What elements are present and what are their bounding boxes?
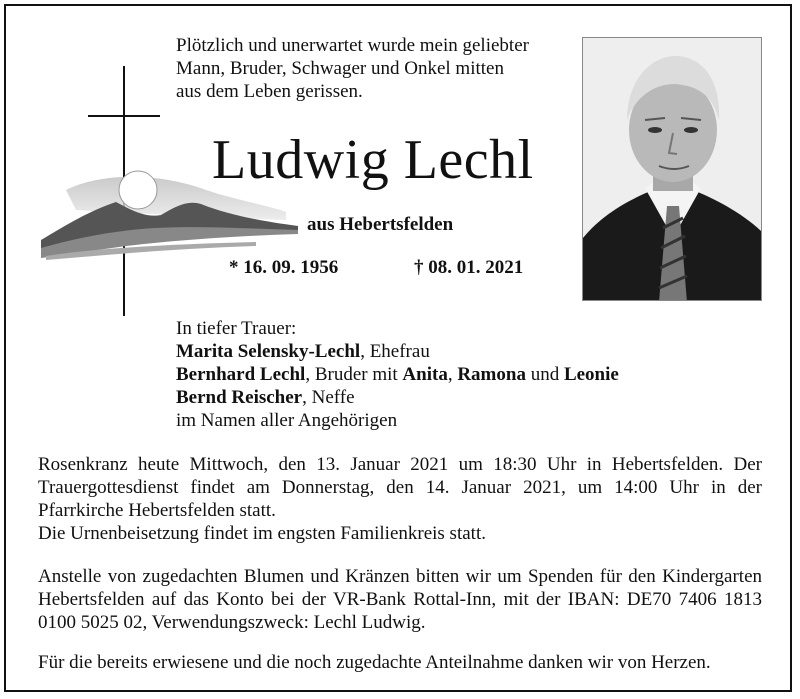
intro-line-3: aus dem Leben gerissen.: [176, 81, 363, 102]
portrait-icon: [583, 38, 762, 301]
mourner-2-sep2: und: [525, 364, 564, 385]
birth-date: * 16. 09. 1956: [229, 257, 339, 278]
deceased-origin: aus Hebertsfelden: [307, 214, 454, 235]
mourner-1-name: Marita Selensky-Lechl: [176, 341, 361, 362]
mourner-2-b: Ramona: [457, 364, 526, 385]
service-info: [38, 453, 762, 545]
mourner-1-relation: , Ehefrau: [360, 341, 430, 362]
mourner-1: [176, 340, 619, 363]
mourner-2-name: Bernhard Lechl: [176, 364, 306, 385]
urn-paragraph: Die Urnenbeisetzung findet im engsten Familienkreis statt.: [38, 523, 486, 544]
thanks-text: Für die bereits erwiesene und die noch zugedachte Anteilnahme danken wir von Herzen.: [38, 652, 711, 673]
portrait-photo: [582, 37, 762, 301]
mourner-2-a: Anita: [402, 364, 448, 385]
intro-text: [176, 34, 529, 103]
mourner-3: [176, 386, 619, 409]
mourner-2-sep1: ,: [447, 364, 458, 385]
mourners-closing: im Namen aller Angehörigen: [176, 410, 398, 431]
thanks-paragraph: [38, 651, 762, 674]
intro-line-2: Mann, Bruder, Schwager und Onkel mitten: [176, 58, 504, 79]
mourner-2-c: Leonie: [563, 364, 619, 385]
donations-text: Anstelle von zugedachten Blumen und Kränzen bitten wir um Spenden für den Kindergarten Hebertsfelden auf das Konto bei der VR-Bank Rottal-Inn, mit der IBAN: DE70 7406 1813 0100 5025 02, Verwendungszweck: Lechl Ludwig.: [38, 566, 762, 633]
mourners-list: [176, 317, 619, 432]
mourners-heading: In tiefer Trauer:: [176, 318, 297, 339]
mourner-3-name: Bernd Reischer: [176, 387, 303, 408]
rosary-paragraph: Rosenkranz heute Mittwoch, den 13. Januar 2021 um 18:30 Uhr in Hebertsfelden. Der Trauergottesdienst findet am Donnerstag, den 14. Januar 2021, um 14:00 Uhr in der Pfarrkirche Hebertsfelden statt.: [38, 454, 762, 521]
mourner-2-relation: , Bruder mit: [305, 364, 403, 385]
donations-paragraph: [38, 565, 762, 634]
death-date: † 08. 01. 2021: [414, 257, 524, 278]
mourner-2: [176, 363, 619, 386]
mourner-3-relation: , Neffe: [302, 387, 355, 408]
deceased-name: Ludwig Lechl: [212, 129, 534, 191]
intro-line-1: Plötzlich und unerwartet wurde mein geliebter: [176, 35, 529, 56]
